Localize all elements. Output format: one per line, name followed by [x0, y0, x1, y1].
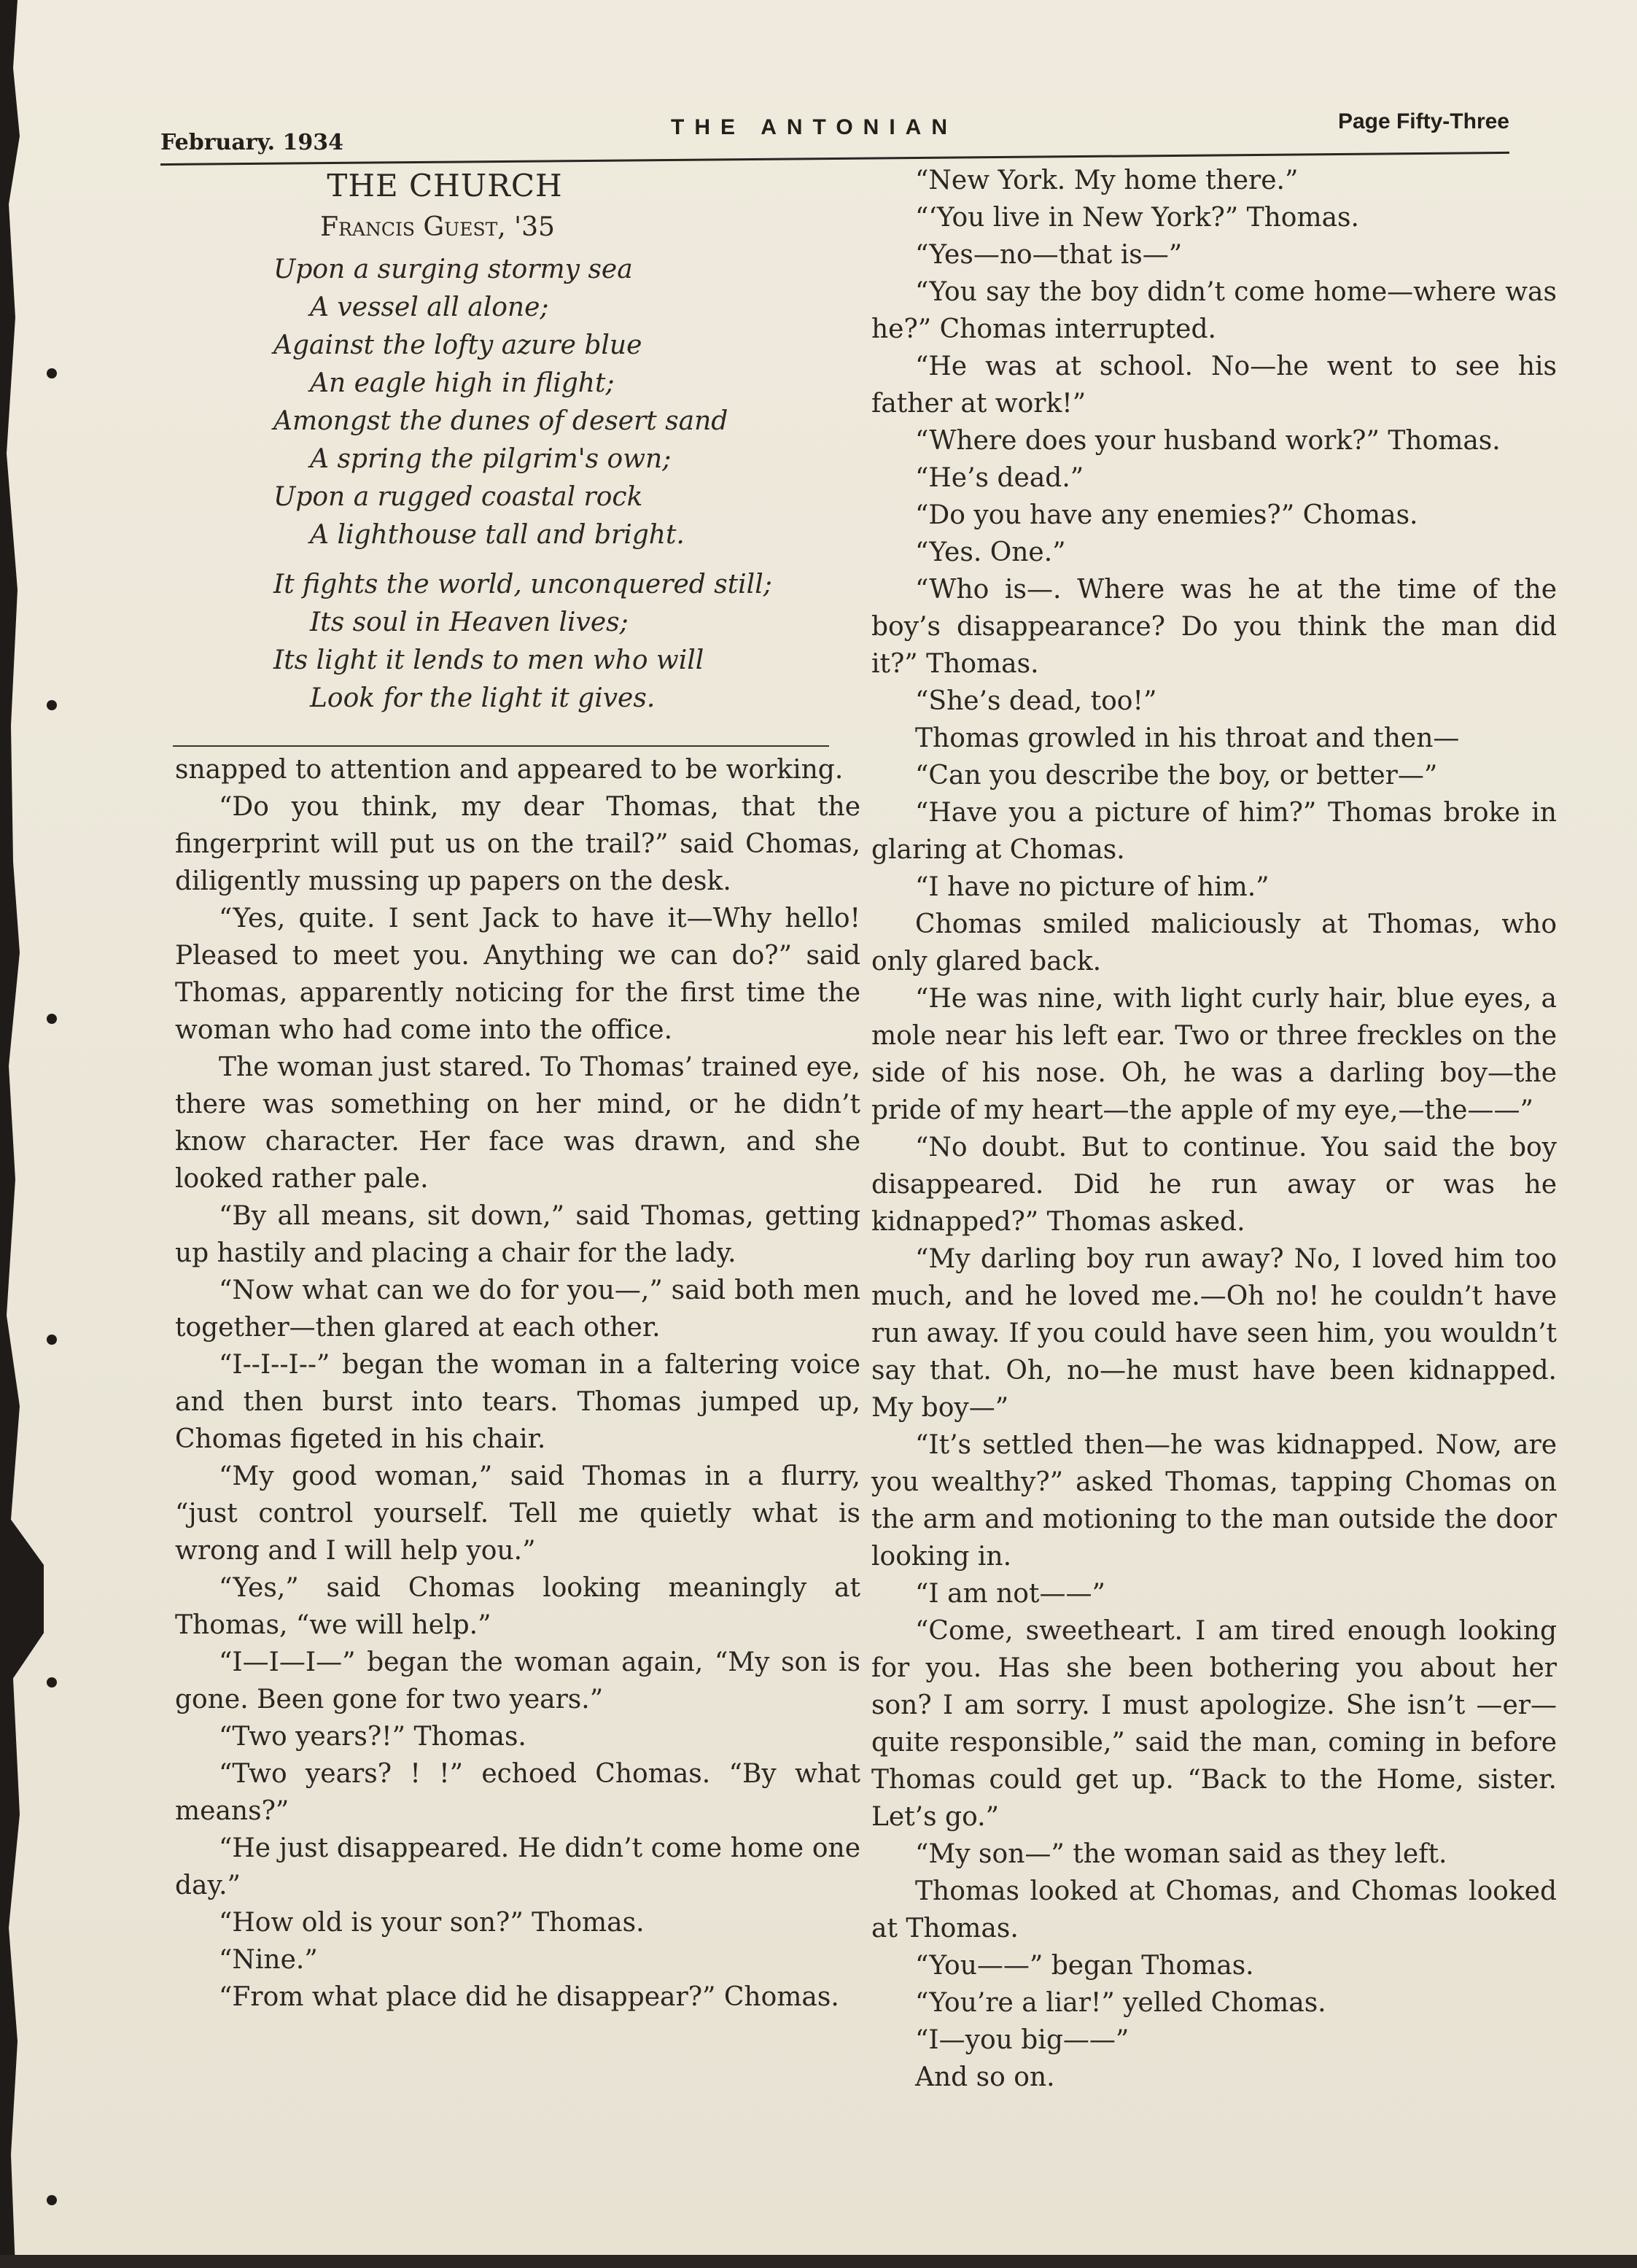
poem-author: Francis Guest, '35	[320, 212, 555, 242]
poem	[175, 168, 860, 718]
paragraph: “He’s dead.”	[915, 463, 1084, 493]
paragraph: “He was at school. No—he went to see his father at work!”	[871, 352, 1557, 419]
paragraph: Thomas growled in his throat and then—	[915, 723, 1460, 753]
paragraph: “My good woman,” said Thomas in a flurry, “just control yourself. Tell me quietly what is wrong and I will help you.”	[175, 1461, 860, 1566]
paragraph: “Two years? ! !” echoed Chomas. “By what means?”	[175, 1759, 860, 1826]
paragraph: Thomas looked at Chomas, and Chomas looked at Thomas.	[871, 1876, 1557, 1943]
paragraph: snapped to attention and appeared to be working.	[175, 755, 844, 785]
paragraph: “Yes. One.”	[915, 537, 1066, 567]
binding-hole	[47, 368, 57, 378]
binding-hole	[47, 1335, 57, 1345]
section-divider	[173, 745, 829, 747]
story-column-left	[175, 751, 860, 2016]
poem-body	[175, 251, 860, 718]
paragraph: “Nine.”	[219, 1945, 318, 1975]
poem-line: Its soul in Heaven lives;	[310, 607, 629, 637]
paragraph: “Where does your husband work?” Thomas.	[915, 426, 1501, 456]
paragraph: “‘You live in New York?” Thomas.	[915, 203, 1359, 233]
binding-hole	[47, 1677, 57, 1688]
torn-page-edge	[0, 0, 44, 2268]
poem-line: Against the lofty azure blue	[273, 330, 642, 360]
binding-hole	[47, 1014, 57, 1024]
poem-line: Upon a rugged coastal rock	[273, 482, 643, 512]
paragraph: “Now what can we do for you—,” said both men together—then glared at each other.	[175, 1275, 860, 1343]
poem-line: A lighthouse tall and bright.	[310, 520, 685, 550]
paragraph: And so on.	[915, 2062, 1055, 2092]
poem-line: It fights the world, unconquered still;	[273, 570, 772, 599]
paragraph: “I--I--I--” began the woman in a faltering voice and then burst into tears. Thomas jumped up, Chomas figeted in his chair.	[175, 1350, 860, 1454]
binding-hole	[47, 2195, 57, 2205]
paragraph: “You’re a liar!” yelled Chomas.	[915, 1988, 1326, 2018]
paragraph: “By all means, sit down,” said Thomas, getting up hastily and placing a chair for the lady.	[175, 1201, 860, 1268]
paragraph: “He just disappeared. He didn’t come home one day.”	[175, 1833, 860, 1900]
paragraph: “Two years?!” Thomas.	[219, 1722, 526, 1752]
paragraph: “Can you describe the boy, or better—”	[915, 761, 1438, 791]
paragraph: “No doubt. But to continue. You said the boy disappeared. Did he run away or was he kidnapped?” Thomas asked.	[871, 1133, 1557, 1237]
paragraph: “From what place did he disappear?” Chomas.	[219, 1982, 839, 2012]
paragraph: “How old is your son?” Thomas.	[219, 1908, 645, 1938]
paragraph: “Yes—no—that is—”	[915, 240, 1183, 270]
paragraph: Chomas smiled maliciously at Thomas, who only glared back.	[871, 909, 1557, 976]
poem-line: A spring the pilgrim's own;	[310, 444, 672, 474]
paragraph: “She’s dead, too!”	[915, 686, 1157, 716]
poem-line: Its light it lends to men who will	[273, 645, 704, 675]
paragraph: “I have no picture of him.”	[915, 872, 1269, 902]
paragraph: “New York. My home there.”	[915, 166, 1299, 195]
paragraph: “I—I—I—” began the woman again, “My son is gone. Been gone for two years.”	[175, 1647, 860, 1714]
paragraph: “You say the boy didn’t come home—where was he?” Chomas interrupted.	[871, 277, 1557, 344]
poem-title: THE CHURCH	[327, 168, 563, 203]
paragraph: “My son—” the woman said as they left.	[915, 1839, 1447, 1869]
poem-line: Look for the light it gives.	[310, 683, 656, 713]
paragraph: “Have you a picture of him?” Thomas broke in glaring at Chomas.	[871, 798, 1557, 865]
paragraph: “He was nine, with light curly hair, blue eyes, a mole near his left ear. Two or three freckles on the side of his nose. Oh, he was a darling boy—the pride of my heart—the apple of my eye,—the——”	[871, 984, 1557, 1125]
poem-line: An eagle high in flight;	[310, 368, 615, 398]
page-bottom-edge	[0, 2255, 1637, 2268]
binding-hole	[47, 700, 57, 710]
paragraph: “My darling boy run away? No, I loved him too much, and he loved me.—Oh no! he couldn’t have run away. If you could have seen him, you wouldn’t say that. Oh, no—he must have been kidnapped. My boy—”	[871, 1244, 1557, 1423]
paragraph: “I—you big——”	[915, 2025, 1129, 2055]
poem-line: Upon a surging stormy sea	[273, 255, 633, 284]
paragraph: The woman just stared. To Thomas’ trained eye, there was something on her mind, or he didn’t know character. Her face was drawn, and she looked rather pale.	[175, 1052, 860, 1194]
paragraph: “Yes,” said Chomas looking meaningly at Thomas, “we will help.”	[175, 1573, 860, 1640]
stanza-break	[273, 554, 860, 566]
paragraph: “I am not——”	[915, 1579, 1105, 1609]
paragraph: “Yes, quite. I sent Jack to have it—Why hello! Pleased to meet you. Anything we can do?” said Thomas, apparently noticing for the first time the woman who had come into the office.	[175, 904, 860, 1045]
paragraph: “Come, sweetheart. I am tired enough looking for you. Has she been bothering you about her son? I am sorry. I must apologize. She isn’t —er—quite responsible,” said the man, coming in before Thomas could get up. “Back to the Home, sister. Let’s go.”	[871, 1616, 1557, 1832]
paragraph: “It’s settled then—he was kidnapped. Now, are you wealthy?” asked Thomas, tapping Chomas on the arm and motioning to the man outside the door looking in.	[871, 1430, 1557, 1572]
paragraph: “Do you think, my dear Thomas, that the fingerprint will put us on the trail?” said Chomas, diligently mussing up papers on the desk.	[175, 792, 860, 896]
poem-line: A vessel all alone;	[310, 292, 549, 322]
publication-title: THE ANTONIAN	[671, 115, 957, 139]
paragraph: “Who is—. Where was he at the time of the boy’s disappearance? Do you think the man did it?” Thomas.	[871, 575, 1557, 679]
paragraph: “You——” began Thomas.	[915, 1951, 1254, 1981]
story-column-right	[871, 162, 1557, 2096]
issue-date: February. 1934	[160, 130, 343, 155]
running-header	[160, 109, 1509, 160]
poem-line: Amongst the dunes of desert sand	[273, 406, 728, 436]
page-number: Page Fifty-Three	[1337, 109, 1509, 133]
paragraph: “Do you have any enemies?” Chomas.	[915, 500, 1418, 530]
